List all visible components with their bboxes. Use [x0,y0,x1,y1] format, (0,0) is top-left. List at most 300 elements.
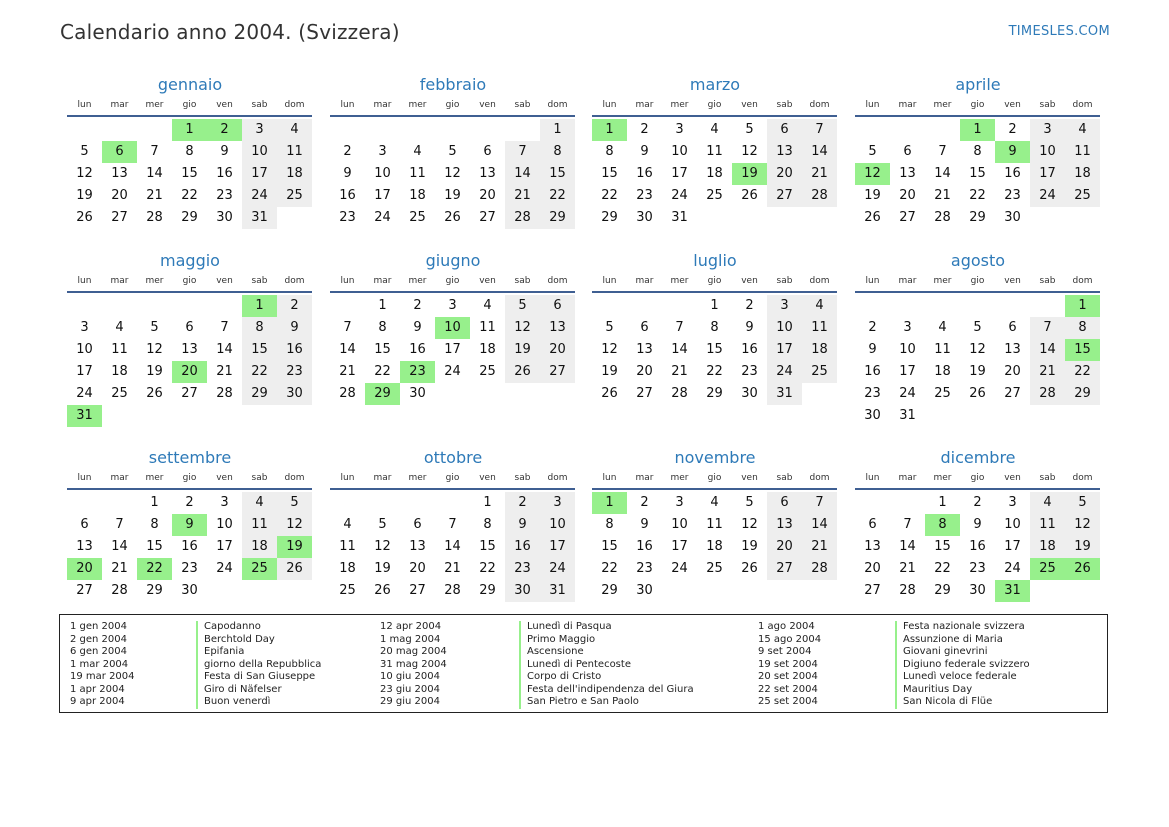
week-row [330,383,576,405]
weekday-label: lun [77,473,92,483]
day-cell: 23 [969,561,986,576]
empty-cell [277,405,312,427]
week-row [67,514,313,536]
month-days [592,492,838,602]
day-cell: 15 [374,342,391,357]
holiday-list [59,614,1108,713]
weekend-day-cell: 27 [767,558,802,580]
day-cell: 6 [80,517,89,532]
header-rule [855,115,1100,117]
empty-cell [330,295,365,317]
day-cell: 29 [969,210,986,225]
day-cell: 15 [934,539,951,554]
day-cell: 16 [216,166,233,181]
weekday-label: ven [741,473,758,483]
weekend-day-cell: 4 [277,119,312,141]
week-row [855,405,1101,427]
weekend-day-cell: 26 [505,361,540,383]
day-cell: 18 [339,561,356,576]
holiday-name: Capodanno [204,621,261,632]
empty-cell [207,295,242,317]
day-cell: 31 [899,408,916,423]
weekday-label: mer [408,473,427,483]
weekend-day-cell: 7 [802,492,837,514]
day-cell: 15 [969,166,986,181]
empty-cell [995,405,1030,427]
weekend-day-cell: 21 [802,536,837,558]
weekday-label: ven [1004,100,1021,110]
day-cell: 25 [706,188,723,203]
empty-cell [330,119,365,141]
weekday-label: sab [776,473,793,483]
day-cell: 9 [343,166,352,181]
empty-cell [890,119,925,141]
day-cell: 2 [640,495,649,510]
day-cell: 4 [413,144,422,159]
weekday-label: sab [514,100,531,110]
week-row [330,492,576,514]
holiday-date: 15 ago 2004 [758,633,822,645]
day-cell: 30 [409,386,426,401]
day-cell: 9 [413,320,422,335]
day-cell: 29 [601,583,618,598]
week-row [67,119,313,141]
weekend-day-cell: 21 [802,163,837,185]
empty-cell [767,207,802,229]
day-cell: 23 [1004,188,1021,203]
empty-cell [1030,580,1065,602]
day-cell: 29 [601,210,618,225]
week-row [67,163,313,185]
weekend-day-cell: 25 [802,361,837,383]
day-cell: 2 [413,298,422,313]
weekend-day-cell: 14 [802,514,837,536]
weekday-header [67,274,313,288]
day-cell: 29 [706,386,723,401]
day-cell: 2 [185,495,194,510]
day-cell: 14 [146,166,163,181]
weekday-label: mar [898,100,917,110]
weekend-day-cell: 31 [767,383,802,405]
day-cell: 4 [115,320,124,335]
holiday-name: Digiuno federale svizzero [903,658,1030,670]
day-cell: 8 [483,517,492,532]
weekday-label: gio [445,473,460,483]
day-cell: 20 [111,188,128,203]
day-cell: 29 [934,583,951,598]
day-cell: 15 [706,342,723,357]
week-row [592,361,838,383]
holiday-day-cell: 1 [242,295,277,317]
day-cell: 8 [605,517,614,532]
empty-cell [365,492,400,514]
holiday-name: San Pietro e San Paolo [527,696,639,707]
empty-cell [242,405,277,427]
holiday-day-cell: 9 [995,141,1030,163]
month-days [592,119,838,229]
weekend-day-cell: 17 [242,163,277,185]
page-title: Calendario anno 2004. (Svizzera) [60,20,400,44]
week-row [855,141,1101,163]
weekday-label: mer [408,100,427,110]
week-row [592,141,838,163]
holiday-name: Festa dell'indipendenza del Giura [527,683,694,695]
day-cell: 23 [181,561,198,576]
day-cell: 27 [111,210,128,225]
day-cell: 23 [216,188,233,203]
month-days [592,295,838,405]
weekday-label: mer [408,276,427,286]
day-cell: 22 [601,561,618,576]
day-cell: 13 [181,342,198,357]
holiday-date: 6 gen 2004 [70,646,128,657]
month-title: dicembre [940,448,1016,467]
weekend-day-cell: 11 [1065,141,1100,163]
holiday-name: Lunedì di Pentecoste [527,658,631,670]
holiday-dates-column [758,621,821,709]
day-cell: 21 [111,561,128,576]
weekend-day-cell: 23 [505,558,540,580]
month-maggio [67,250,313,427]
month-days [67,295,313,427]
weekday-label: sab [1039,473,1056,483]
day-cell: 11 [934,342,951,357]
day-cell: 18 [409,188,426,203]
week-row [855,317,1101,339]
weekday-label: mar [635,473,654,483]
weekend-day-cell: 6 [767,492,802,514]
month-days [855,295,1101,427]
day-cell: 23 [741,364,758,379]
site-link[interactable]: TIMESLES.COM [1008,24,1110,39]
empty-cell [540,383,575,405]
week-row [330,361,576,383]
holiday-date: 20 mag 2004 [380,646,447,657]
weekend-day-cell: 24 [767,361,802,383]
day-cell: 12 [741,144,758,159]
holiday-name: Giovani ginevrini [903,646,988,657]
day-cell: 12 [76,166,93,181]
day-cell: 10 [216,517,233,532]
weekday-header [67,98,313,112]
day-cell: 15 [601,539,618,554]
header-rule [855,291,1100,293]
month-title: gennaio [157,75,223,94]
weekend-day-cell: 11 [1030,514,1065,536]
empty-cell [137,119,172,141]
day-cell: 19 [741,539,758,554]
day-cell: 9 [973,517,982,532]
holiday-day-cell: 12 [855,163,890,185]
day-cell: 26 [374,583,391,598]
day-cell: 5 [745,122,754,137]
day-cell: 26 [76,210,93,225]
day-cell: 17 [216,539,233,554]
holiday-names-column [895,621,1030,709]
week-row [592,536,838,558]
weekday-label: gio [445,276,460,286]
weekday-label: dom [1072,276,1093,286]
weekday-label: ven [479,276,496,286]
weekend-day-cell: 7 [802,119,837,141]
empty-cell [400,492,435,514]
weekend-day-cell: 17 [1030,163,1065,185]
empty-cell [855,119,890,141]
weekend-day-cell: 20 [767,163,802,185]
weekend-day-cell: 12 [505,317,540,339]
month-days [855,492,1101,602]
day-cell: 22 [601,188,618,203]
weekday-header [592,98,838,112]
empty-cell [767,580,802,602]
empty-cell [925,405,960,427]
weekday-label: gio [707,473,722,483]
day-cell: 13 [899,166,916,181]
week-row [855,492,1101,514]
day-cell: 15 [479,539,496,554]
week-row [592,185,838,207]
day-cell: 21 [934,188,951,203]
weekend-day-cell: 6 [540,295,575,317]
empty-cell [172,295,207,317]
day-cell: 31 [671,210,688,225]
empty-cell [242,580,277,602]
day-cell: 6 [413,517,422,532]
day-cell: 25 [409,210,426,225]
holiday-day-cell: 19 [732,163,767,185]
day-cell: 27 [479,210,496,225]
day-cell: 6 [483,144,492,159]
header-rule [330,115,575,117]
day-cell: 13 [409,539,426,554]
day-cell: 16 [741,342,758,357]
day-cell: 22 [969,188,986,203]
weekday-label: dom [1072,100,1093,110]
holiday-day-cell: 25 [242,558,277,580]
day-cell: 3 [220,495,229,510]
weekday-label: mar [373,276,392,286]
day-cell: 10 [671,144,688,159]
holiday-date: 9 apr 2004 [70,696,125,707]
holiday-names-column [519,621,694,709]
weekday-header [330,471,576,485]
day-cell: 8 [185,144,194,159]
weekday-header [592,274,838,288]
day-cell: 3 [675,122,684,137]
day-cell: 19 [374,561,391,576]
empty-cell [67,492,102,514]
weekday-label: dom [547,276,568,286]
weekend-day-cell: 21 [505,185,540,207]
weekday-label: gio [970,100,985,110]
empty-cell [470,119,505,141]
day-cell: 19 [444,188,461,203]
day-cell: 18 [934,364,951,379]
day-cell: 7 [938,144,947,159]
day-cell: 2 [868,320,877,335]
weekend-day-cell: 9 [277,317,312,339]
day-cell: 30 [181,583,198,598]
weekend-day-cell: 22 [1065,361,1100,383]
day-cell: 30 [741,386,758,401]
holiday-day-cell: 1 [960,119,995,141]
holiday-name: Festa di San Giuseppe [204,671,316,682]
day-cell: 14 [216,342,233,357]
header-rule [592,291,837,293]
holiday-date: 1 mar 2004 [70,658,129,670]
week-row [67,492,313,514]
holiday-day-cell: 20 [67,558,102,580]
weekday-label: dom [284,276,305,286]
weekday-label: mer [145,276,164,286]
empty-cell [1030,207,1065,229]
weekday-label: lun [602,276,617,286]
weekday-label: dom [809,100,830,110]
week-row [67,580,313,602]
holiday-name: Berchtold Day [204,633,275,645]
day-cell: 21 [339,364,356,379]
empty-cell [960,405,995,427]
week-row [330,295,576,317]
month-days [330,119,576,229]
weekday-label: dom [547,473,568,483]
day-cell: 10 [374,166,391,181]
weekend-day-cell: 19 [505,339,540,361]
day-cell: 30 [636,583,653,598]
month-ottobre [330,447,576,602]
weekday-label: sab [776,276,793,286]
day-cell: 28 [216,386,233,401]
day-cell: 11 [111,342,128,357]
day-cell: 19 [601,364,618,379]
day-cell: 13 [864,539,881,554]
holiday-day-cell: 31 [995,580,1030,602]
day-cell: 5 [868,144,877,159]
weekend-day-cell: 12 [1065,514,1100,536]
day-cell: 20 [636,364,653,379]
empty-cell [1065,405,1100,427]
day-cell: 22 [374,364,391,379]
holiday-name: San Nicola di Flüe [903,696,993,707]
month-dicembre [855,447,1101,602]
weekend-day-cell: 29 [1065,383,1100,405]
empty-cell [102,492,137,514]
holiday-day-cell: 25 [1030,558,1065,580]
day-cell: 22 [181,188,198,203]
weekend-day-cell: 28 [802,558,837,580]
week-row [855,339,1101,361]
weekday-label: lun [865,276,880,286]
day-cell: 19 [146,364,163,379]
day-cell: 17 [374,188,391,203]
week-row [855,295,1101,317]
day-cell: 17 [671,166,688,181]
holiday-name: Epifania [204,646,245,657]
weekend-day-cell: 10 [540,514,575,536]
empty-cell [925,295,960,317]
weekend-day-cell: 27 [767,185,802,207]
weekday-label: lun [77,100,92,110]
empty-cell [995,295,1030,317]
weekday-label: mar [110,473,129,483]
empty-cell [802,383,837,405]
month-aprile [855,74,1101,229]
day-cell: 30 [216,210,233,225]
day-cell: 8 [605,144,614,159]
day-cell: 27 [76,583,93,598]
holiday-date: 12 apr 2004 [380,621,442,632]
day-cell: 29 [479,583,496,598]
day-cell: 3 [378,144,387,159]
day-cell: 4 [710,122,719,137]
weekday-header [855,471,1101,485]
weekend-day-cell: 11 [242,514,277,536]
weekday-label: ven [216,100,233,110]
weekend-day-cell: 30 [505,580,540,602]
holiday-day-cell: 1 [592,492,627,514]
week-row [855,536,1101,558]
weekend-day-cell: 25 [277,185,312,207]
day-cell: 24 [671,561,688,576]
day-cell: 5 [80,144,89,159]
day-cell: 29 [181,210,198,225]
empty-cell [137,405,172,427]
day-cell: 9 [640,144,649,159]
day-cell: 7 [903,517,912,532]
day-cell: 4 [938,320,947,335]
holiday-date: 25 set 2004 [758,696,818,707]
day-cell: 22 [934,561,951,576]
weekday-label: ven [479,100,496,110]
holiday-day-cell: 1 [592,119,627,141]
day-cell: 13 [111,166,128,181]
holiday-name: Giro di Näfelser [204,683,282,695]
empty-cell [1065,580,1100,602]
day-cell: 23 [864,386,881,401]
weekday-label: sab [514,276,531,286]
day-cell: 6 [903,144,912,159]
month-days [855,119,1101,229]
month-giugno [330,250,576,405]
holiday-date: 23 giu 2004 [380,683,440,695]
week-row [592,163,838,185]
holiday-date: 29 giu 2004 [380,696,440,707]
day-cell: 15 [146,539,163,554]
day-cell: 20 [899,188,916,203]
day-cell: 9 [745,320,754,335]
month-title: aprile [955,75,1001,94]
day-cell: 5 [378,517,387,532]
day-cell: 18 [111,364,128,379]
day-cell: 26 [969,386,986,401]
empty-cell [137,295,172,317]
weekday-label: mer [933,473,952,483]
weekend-day-cell: 16 [277,339,312,361]
day-cell: 10 [899,342,916,357]
day-cell: 10 [671,517,688,532]
day-cell: 28 [671,386,688,401]
week-row [67,141,313,163]
day-cell: 2 [640,122,649,137]
week-row [855,207,1101,229]
weekend-day-cell: 9 [505,514,540,536]
week-row [855,185,1101,207]
weekday-label: sab [251,100,268,110]
empty-cell [277,207,312,229]
empty-cell [732,207,767,229]
holiday-name: Buon venerdì [204,696,271,707]
empty-cell [662,295,697,317]
